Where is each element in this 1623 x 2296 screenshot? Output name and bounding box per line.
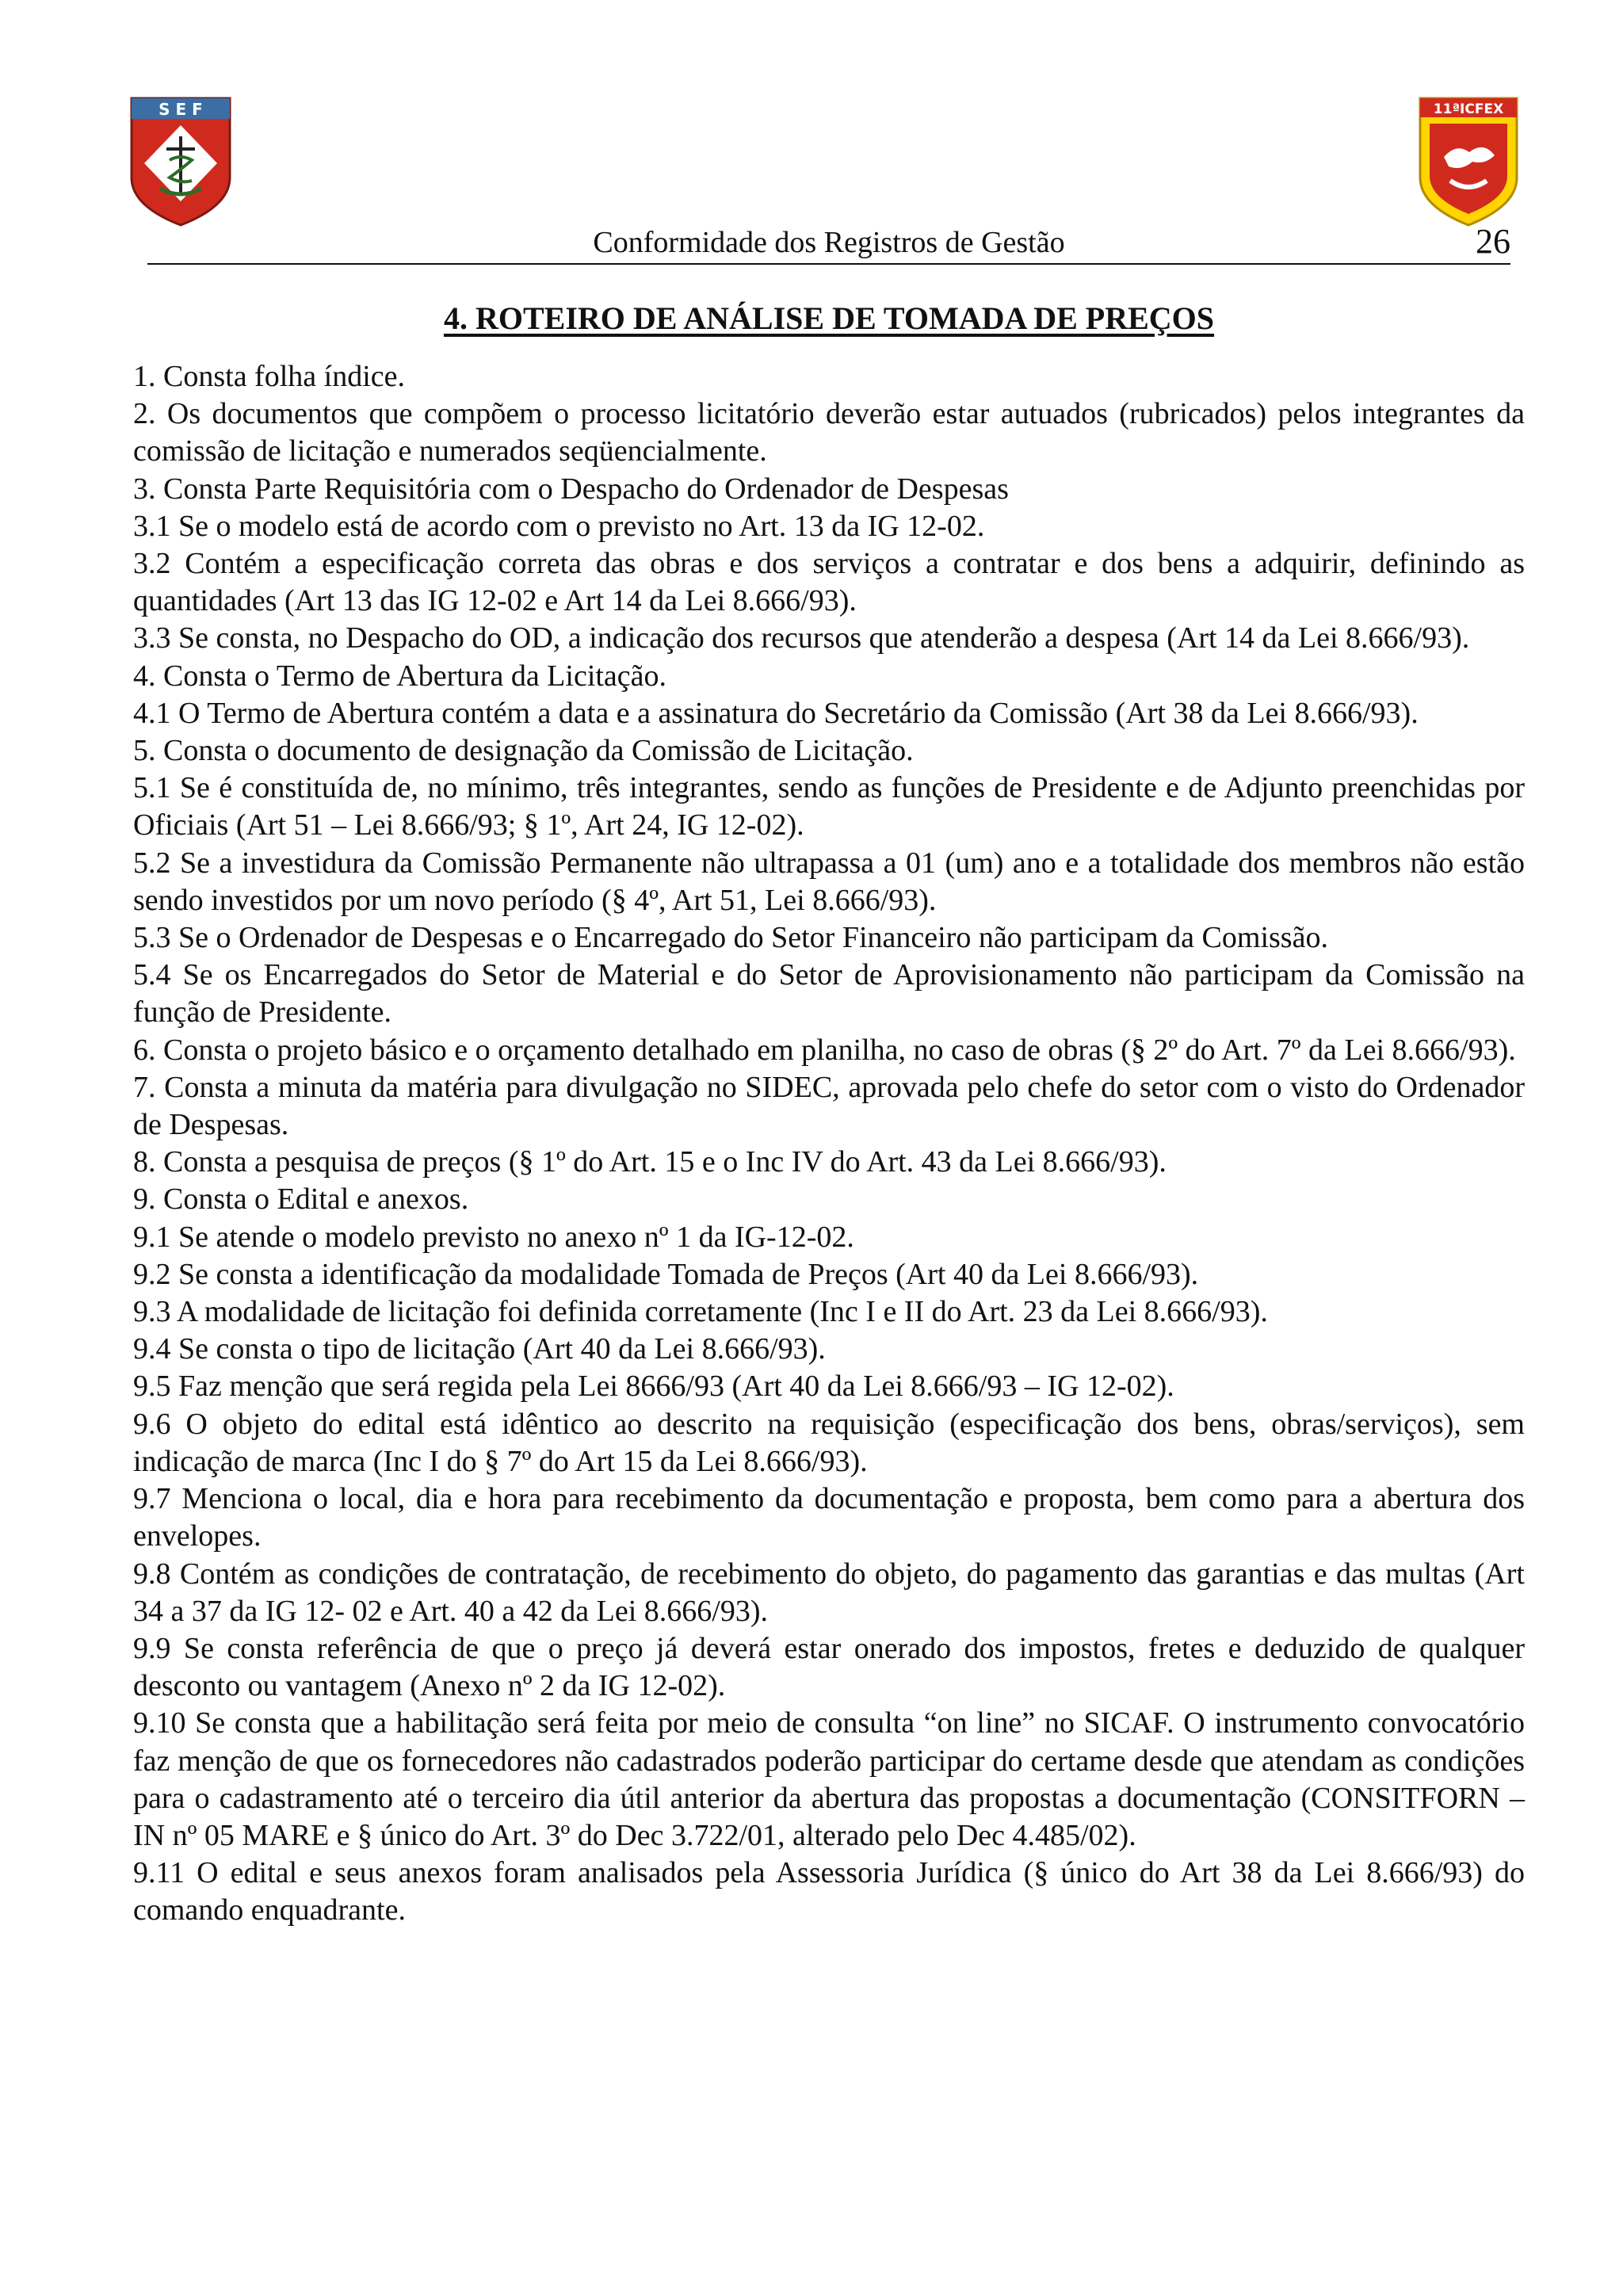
checklist-item: 3.2 Contém a especificação correta das obras e dos serviços a contratar e dos bens a adquirir, definindo as quantidades (Art 13 das IG 12-02 e Art 14 da Lei 8.666/93). (133, 547, 1525, 618)
checklist-item: 9.10 Se consta que a habilitação será feita por meio de consulta “on line” no SICAF. O instrumento convocatório faz menção de que os fornecedores não cadastrados poderão participar do certame desde que atendam as condições para o cadastramento até o terceiro dia útil anterior da abertura das propostas a documentação (CONSITFORN – IN nº 05 MARE e § único do Art. 3º do Dec 3.722/01, alterado pelo Dec 4.485/02). (133, 1706, 1525, 1852)
checklist-item: 9.11 O edital e seus anexos foram analisados pela Assessoria Jurídica (§ único do Art 38 da Lei 8.666/93) do comando enquadrante. (133, 1856, 1525, 1927)
checklist-item: 5.3 Se o Ordenador de Despesas e o Encarregado do Setor Financeiro não participam da Comissão. (133, 921, 1328, 955)
svg-text:S E F: S E F (158, 100, 203, 119)
checklist-item: 4.1 O Termo de Abertura contém a data e a assinatura do Secretário da Comissão (Art 38 da Lei 8.666/93). (133, 696, 1419, 730)
checklist-item: 9.7 Menciona o local, dia e hora para recebimento da documentação e proposta, bem como para a abertura dos envelopes. (133, 1482, 1525, 1553)
checklist-item: 9. Consta o Edital e anexos. (133, 1182, 469, 1217)
checklist-item: 1. Consta folha índice. (133, 360, 405, 393)
checklist-item: 9.8 Contém as condições de contratação, de recebimento do objeto, do pagamento das garantias e das multas (Art 34 a 37 da IG 12- 02 e Art. 40 a 42 da Lei 8.666/93). (133, 1557, 1525, 1628)
icfex-emblem-logo (1417, 95, 1520, 228)
checklist-item: 5.2 Se a investidura da Comissão Permanente não ultrapassa a 01 (um) ano e a totalidade dos membros não estão sendo investidos por um novo período (§ 4º, Art 51, Lei 8.666/93). (133, 846, 1525, 917)
checklist-item: 7. Consta a minuta da matéria para divulgação no SIDEC, aprovada pelo chefe do setor com o visto do Ordenador de Despesas. (133, 1070, 1525, 1142)
icfex-shield-icon (1417, 95, 1520, 228)
checklist-item: 9.5 Faz menção que será regida pela Lei 8666/93 (Art 40 da Lei 8.666/93 – IG 12-02). (133, 1370, 1174, 1404)
checklist-item: 5. Consta o documento de designação da Comissão de Licitação. (133, 734, 914, 768)
checklist-item: 9.3 A modalidade de licitação foi definida corretamente (Inc I e II do Art. 23 da Lei 8.666/93). (133, 1295, 1268, 1329)
checklist-item: 6. Consta o projeto básico e o orçamento detalhado em planilha, no caso de obras (§ 2º do Art. 7º da Lei 8.666/93). (133, 1033, 1516, 1067)
checklist-item: 3. Consta Parte Requisitória com o Despacho do Ordenador de Despesas (133, 472, 1009, 506)
checklist-item: 9.4 Se consta o tipo de licitação (Art 40 da Lei 8.666/93). (133, 1332, 826, 1366)
header-title: Conformidade dos Registros de Gestão (593, 226, 1065, 259)
checklist-item: 3.3 Se consta, no Despacho do OD, a indicação dos recursos que atenderão a despesa (Art 14 da Lei 8.666/93). (133, 621, 1470, 655)
checklist-item: 5.4 Se os Encarregados do Setor de Material e do Setor de Aprovisionamento não participam da Comissão na função de Presidente. (133, 958, 1525, 1030)
checklist-item: 9.2 Se consta a identificação da modalidade Tomada de Preços (Art 40 da Lei 8.666/93). (133, 1257, 1199, 1291)
checklist-item: 5.1 Se é constituída de, no mínimo, três integrantes, sendo as funções de Presidente e de Adjunto preenchidas por Oficiais (Art 51 – Lei 8.666/93; § 1º, Art 24, IG 12-02). (133, 771, 1525, 842)
checklist-item: 8. Consta a pesquisa de preços (§ 1º do Art. 15 e o Inc IV do Art. 43 da Lei 8.666/93). (133, 1145, 1167, 1179)
checklist (133, 358, 1525, 1930)
svg-text:11ªICFEX: 11ªICFEX (1433, 101, 1504, 117)
running-header (147, 223, 1510, 265)
checklist-item: 9.6 O objeto do edital está idêntico ao descrito na requisição (especificação dos bens, obras/serviços), sem indicação de marca (Inc I do § 7º do Art 15 da Lei 8.666/93). (133, 1407, 1525, 1478)
checklist-item: 2. Os documentos que compõem o processo licitatório deverão estar autuados (rubricados) pelos integrantes da comissão de licitação e numerados seqüencialmente. (133, 397, 1525, 468)
document-title: 4. ROTEIRO DE ANÁLISE DE TOMADA DE PREÇOS (443, 300, 1215, 336)
checklist-item: 9.1 Se atende o modelo previsto no anexo nº 1 da IG-12-02. (133, 1220, 854, 1254)
sef-emblem-logo (128, 95, 233, 228)
sef-shield-icon (128, 95, 233, 228)
checklist-item: 3.1 Se o modelo está de acordo com o previsto no Art. 13 da IG 12-02. (133, 509, 985, 543)
checklist-item: 4. Consta o Termo de Abertura da Licitação. (133, 659, 667, 693)
checklist-item: 9.9 Se consta referência de que o preço já deverá estar onerado dos impostos, fretes e deduzido de qualquer desconto ou vantagem (Anexo nº 2 da IG 12-02). (133, 1631, 1525, 1703)
page-number: 26 (1476, 222, 1510, 261)
